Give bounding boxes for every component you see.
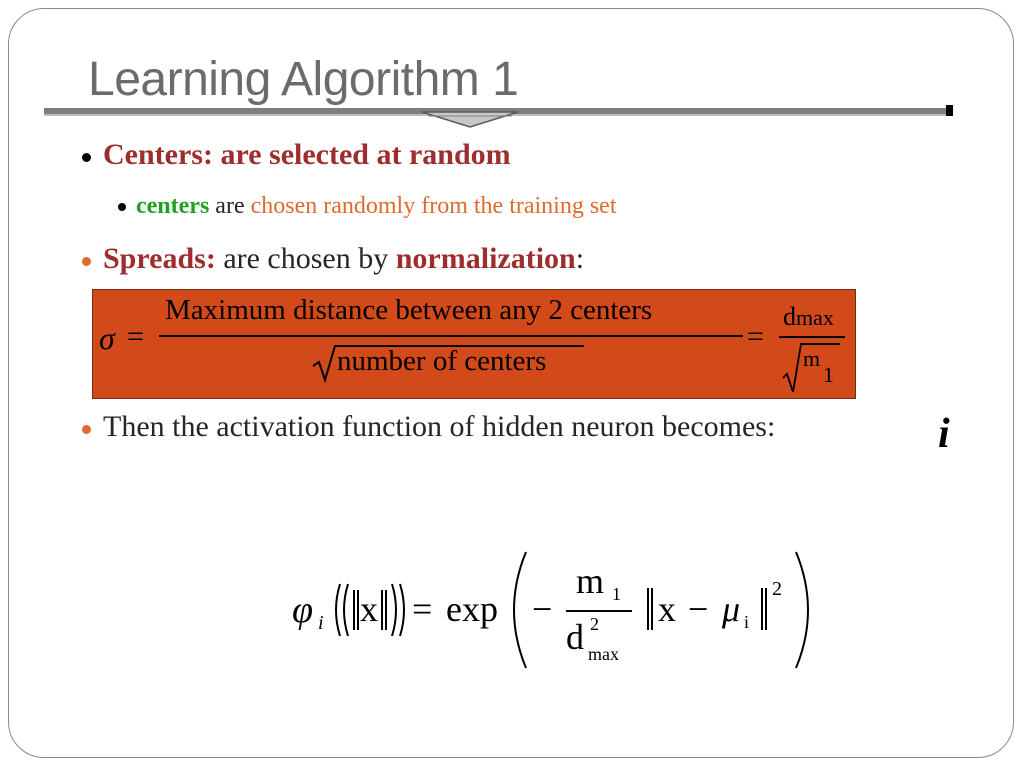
d-subscript: max — [796, 305, 834, 330]
d-subscript-2: max — [588, 644, 619, 664]
phi-subscript: i — [318, 612, 324, 634]
sigma-symbol: σ — [99, 320, 115, 356]
activation-text: Then the activation function of hidden neuron becomes: — [103, 410, 776, 443]
power-superscript: 2 — [772, 578, 782, 600]
slide-title: Learning Algorithm 1 — [88, 53, 519, 106]
sub-rest-text: chosen randomly from the training set — [250, 193, 617, 219]
spreads-colon: : — [575, 242, 585, 275]
fraction-bar-3 — [566, 610, 632, 612]
denominator-text: number of centers — [337, 345, 547, 377]
phi-symbol: φ — [292, 589, 314, 631]
numerator-text: Maximum distance between any 2 centers — [165, 294, 653, 326]
spreads-mid: are chosen by — [223, 242, 389, 275]
equals-sign-1: = — [127, 320, 144, 353]
spreads-term: Spreads: — [103, 242, 216, 275]
d-superscript: 2 — [590, 614, 599, 634]
equals-sign-2: = — [747, 320, 764, 353]
minus-sign-2: − — [688, 589, 709, 629]
minus-sign: − — [532, 589, 553, 629]
mu-subscript: i — [744, 612, 750, 632]
m-subscript: 1 — [823, 362, 834, 387]
sub-term-centers: centers — [136, 193, 210, 219]
spreads-normalization: normalization — [395, 242, 576, 275]
mu-symbol: μ — [722, 589, 741, 629]
trailing-i-symbol: i — [938, 411, 950, 457]
x-symbol: x — [360, 589, 378, 629]
d-letter-2: d — [566, 617, 584, 657]
m-letter: m — [803, 346, 821, 371]
d-letter: d — [783, 302, 796, 331]
m-subscript-2: 1 — [612, 584, 621, 604]
x-symbol-2: x — [658, 589, 676, 629]
m-letter-2: m — [576, 561, 605, 601]
bullet-centers-label: Centers: are selected at random — [103, 138, 511, 171]
sub-word-are: are — [215, 193, 245, 219]
exp-function: exp — [446, 589, 498, 629]
equals-sign-3: = — [412, 589, 433, 629]
